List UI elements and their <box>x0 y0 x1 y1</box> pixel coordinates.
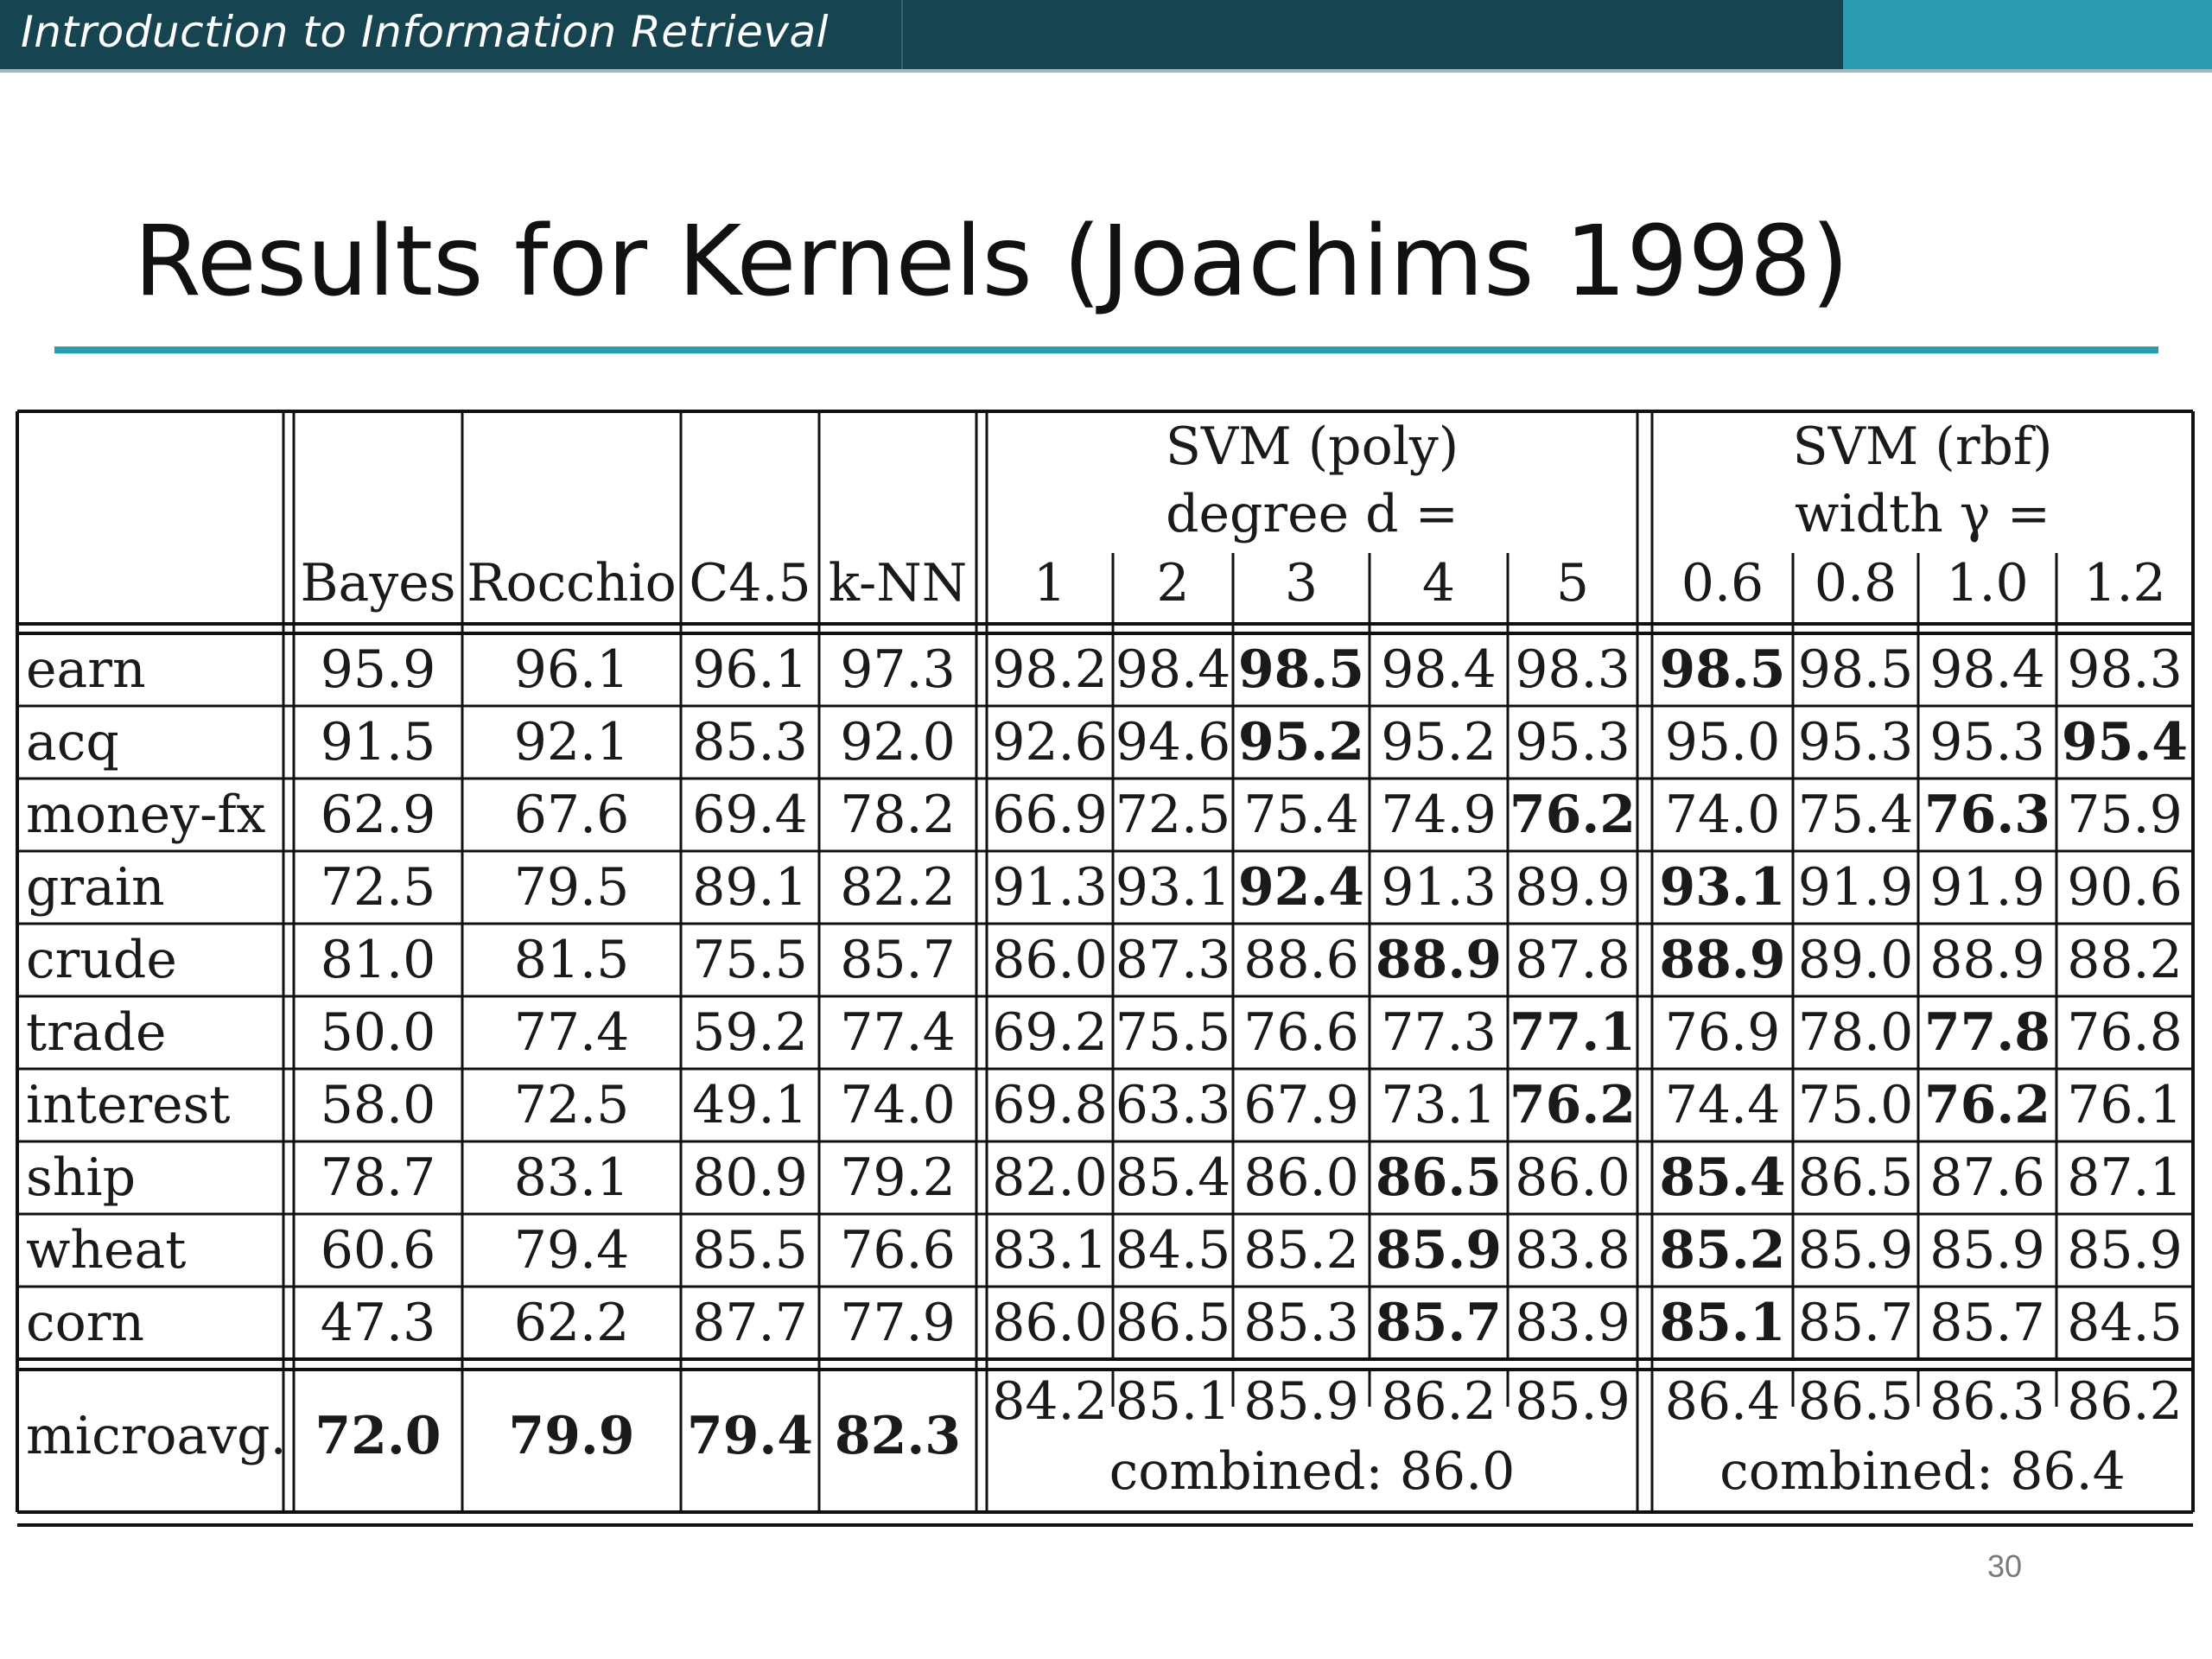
row-label: interest <box>26 1075 231 1135</box>
value-cell: 86.0 <box>992 1293 1108 1353</box>
column-header: 3 <box>1284 553 1319 613</box>
best-value-cell: 85.9 <box>1375 1220 1503 1281</box>
value-cell: 82.2 <box>840 857 956 918</box>
value-cell: 47.3 <box>320 1293 436 1353</box>
microavg-value: 82.3 <box>834 1406 962 1466</box>
value-cell: 63.3 <box>1115 1075 1231 1135</box>
value-cell: 98.2 <box>992 639 1108 700</box>
value-cell: 69.2 <box>992 1002 1108 1063</box>
value-cell: 72.5 <box>1115 785 1231 845</box>
svm-poly-subheader: degree d = <box>1166 484 1459 544</box>
value-cell: 81.0 <box>320 930 436 990</box>
best-value-cell: 85.7 <box>1375 1293 1503 1353</box>
best-value-cell: 85.1 <box>1659 1293 1786 1353</box>
value-cell: 83.1 <box>992 1220 1108 1281</box>
value-cell: 59.2 <box>692 1002 808 1063</box>
value-cell: 76.8 <box>2067 1002 2183 1063</box>
slide-title: Results for Kernels (Joachims 1998) <box>134 206 1849 318</box>
microavg-label: microavg. <box>26 1406 287 1466</box>
value-cell: 77.4 <box>513 1002 630 1063</box>
value-cell: 86.0 <box>992 930 1108 990</box>
value-cell: 78.2 <box>840 785 956 845</box>
value-cell: 74.0 <box>840 1075 956 1135</box>
microavg-value: 86.4 <box>1664 1371 1781 1432</box>
value-cell: 79.5 <box>513 857 630 918</box>
column-header: 4 <box>1421 553 1456 613</box>
value-cell: 85.4 <box>1115 1147 1231 1208</box>
row-label: acq <box>26 712 119 772</box>
value-cell: 91.5 <box>320 712 436 772</box>
value-cell: 67.6 <box>513 785 630 845</box>
value-cell: 91.3 <box>992 857 1108 918</box>
value-cell: 85.7 <box>1797 1293 1914 1353</box>
column-header: 5 <box>1555 553 1590 613</box>
value-cell: 88.9 <box>1929 930 2045 990</box>
column-header: 2 <box>1156 553 1190 613</box>
microavg-value: 86.5 <box>1797 1371 1914 1432</box>
value-cell: 69.8 <box>992 1075 1108 1135</box>
value-cell: 98.3 <box>1515 639 1630 700</box>
value-cell: 85.9 <box>2067 1220 2183 1281</box>
value-cell: 77.9 <box>840 1293 956 1353</box>
value-cell: 87.6 <box>1929 1147 2045 1208</box>
column-header: 0.8 <box>1814 553 1897 613</box>
value-cell: 97.3 <box>840 639 956 700</box>
value-cell: 78.7 <box>320 1147 436 1208</box>
value-cell: 74.9 <box>1381 785 1497 845</box>
value-cell: 69.4 <box>692 785 808 845</box>
column-header: 0.6 <box>1681 553 1764 613</box>
value-cell: 75.5 <box>1115 1002 1231 1063</box>
column-header: k-NN <box>828 553 968 613</box>
value-cell: 87.7 <box>692 1293 808 1353</box>
value-cell: 75.4 <box>1243 785 1359 845</box>
value-cell: 85.2 <box>1243 1220 1359 1281</box>
value-cell: 75.9 <box>2067 785 2183 845</box>
value-cell: 96.1 <box>692 639 808 700</box>
row-label: earn <box>26 639 146 700</box>
value-cell: 90.6 <box>2067 857 2183 918</box>
value-cell: 62.9 <box>320 785 436 845</box>
microavg-value: 72.0 <box>315 1406 442 1466</box>
value-cell: 58.0 <box>320 1075 436 1135</box>
value-cell: 87.3 <box>1115 930 1231 990</box>
best-value-cell: 98.5 <box>1659 639 1786 700</box>
row-label: corn <box>26 1293 145 1353</box>
value-cell: 76.9 <box>1664 1002 1781 1063</box>
value-cell: 92.1 <box>513 712 630 772</box>
value-cell: 89.0 <box>1797 930 1914 990</box>
value-cell: 72.5 <box>320 857 436 918</box>
best-value-cell: 76.2 <box>1923 1075 2051 1135</box>
poly-combined: combined: 86.0 <box>1109 1441 1516 1502</box>
microavg-value: 85.1 <box>1115 1371 1231 1432</box>
best-value-cell: 77.8 <box>1923 1002 2051 1063</box>
svm-rbf-subheader: width γ = <box>1795 484 2050 544</box>
best-value-cell: 86.5 <box>1375 1147 1503 1208</box>
microavg-value: 86.2 <box>2067 1371 2183 1432</box>
best-value-cell: 76.3 <box>1923 785 2051 845</box>
microavg-value: 79.4 <box>686 1406 814 1466</box>
row-label: crude <box>26 930 177 990</box>
microavg-value: 86.2 <box>1381 1371 1497 1432</box>
value-cell: 82.0 <box>992 1147 1108 1208</box>
value-cell: 95.3 <box>1515 712 1630 772</box>
value-cell: 98.3 <box>2067 639 2183 700</box>
best-value-cell: 92.4 <box>1237 857 1365 918</box>
value-cell: 76.1 <box>2067 1075 2183 1135</box>
row-label: ship <box>26 1147 137 1208</box>
value-cell: 91.3 <box>1381 857 1497 918</box>
value-cell: 91.9 <box>1929 857 2045 918</box>
value-cell: 62.2 <box>513 1293 630 1353</box>
microavg-value: 86.3 <box>1929 1371 2045 1432</box>
value-cell: 83.9 <box>1515 1293 1630 1353</box>
microavg-value: 85.9 <box>1243 1371 1359 1432</box>
course-title: Introduction to Information Retrieval <box>21 7 830 57</box>
value-cell: 50.0 <box>320 1002 436 1063</box>
value-cell: 83.8 <box>1515 1220 1630 1281</box>
value-cell: 98.5 <box>1797 639 1914 700</box>
value-cell: 67.9 <box>1243 1075 1359 1135</box>
value-cell: 49.1 <box>692 1075 808 1135</box>
value-cell: 86.5 <box>1797 1147 1914 1208</box>
value-cell: 85.3 <box>1243 1293 1359 1353</box>
value-cell: 77.3 <box>1381 1002 1497 1063</box>
value-cell: 85.9 <box>1797 1220 1914 1281</box>
best-value-cell: 93.1 <box>1659 857 1786 918</box>
page-number: 30 <box>1987 1548 2023 1584</box>
column-header: 1.2 <box>2083 553 2166 613</box>
microavg-value: 85.9 <box>1515 1371 1630 1432</box>
row-label: money-fx <box>26 785 266 845</box>
best-value-cell: 88.9 <box>1659 930 1786 990</box>
value-cell: 76.6 <box>840 1220 956 1281</box>
column-header: Rocchio <box>467 553 677 613</box>
best-value-cell: 88.9 <box>1375 930 1503 990</box>
svm-poly-header: SVM (poly) <box>1165 416 1459 477</box>
value-cell: 78.0 <box>1797 1002 1914 1063</box>
value-cell: 94.6 <box>1115 712 1231 772</box>
value-cell: 85.7 <box>1929 1293 2045 1353</box>
rbf-combined: combined: 86.4 <box>1719 1441 2126 1502</box>
value-cell: 87.1 <box>2067 1147 2183 1208</box>
value-cell: 75.4 <box>1797 785 1914 845</box>
row-label: trade <box>26 1002 167 1063</box>
microavg-value: 79.9 <box>508 1406 635 1466</box>
value-cell: 88.6 <box>1243 930 1359 990</box>
value-cell: 84.5 <box>1115 1220 1231 1281</box>
value-cell: 83.1 <box>513 1147 630 1208</box>
row-label: grain <box>26 857 165 918</box>
column-header: Bayes <box>300 553 456 613</box>
best-value-cell: 85.4 <box>1659 1147 1786 1208</box>
value-cell: 92.6 <box>992 712 1108 772</box>
best-value-cell: 95.4 <box>2061 712 2189 772</box>
value-cell: 75.5 <box>692 930 808 990</box>
value-cell: 89.9 <box>1515 857 1630 918</box>
value-cell: 89.1 <box>692 857 808 918</box>
column-header: 1.0 <box>1946 553 2029 613</box>
value-cell: 66.9 <box>992 785 1108 845</box>
value-cell: 80.9 <box>692 1147 808 1208</box>
value-cell: 84.5 <box>2067 1293 2183 1353</box>
column-header: 1 <box>1033 553 1067 613</box>
value-cell: 86.0 <box>1243 1147 1359 1208</box>
value-cell: 73.1 <box>1381 1075 1497 1135</box>
value-cell: 86.0 <box>1515 1147 1630 1208</box>
value-cell: 79.2 <box>840 1147 956 1208</box>
svm-rbf-header: SVM (rbf) <box>1792 416 2053 477</box>
value-cell: 79.4 <box>513 1220 630 1281</box>
column-header: C4.5 <box>689 553 811 613</box>
value-cell: 85.3 <box>692 712 808 772</box>
value-cell: 87.8 <box>1515 930 1630 990</box>
value-cell: 75.0 <box>1797 1075 1914 1135</box>
value-cell: 81.5 <box>513 930 630 990</box>
value-cell: 85.9 <box>1929 1220 2045 1281</box>
value-cell: 98.4 <box>1381 639 1497 700</box>
value-cell: 74.0 <box>1664 785 1781 845</box>
value-cell: 85.5 <box>692 1220 808 1281</box>
value-cell: 95.9 <box>320 639 436 700</box>
value-cell: 95.2 <box>1381 712 1497 772</box>
value-cell: 76.6 <box>1243 1002 1359 1063</box>
value-cell: 91.9 <box>1797 857 1914 918</box>
value-cell: 88.2 <box>2067 930 2183 990</box>
value-cell: 98.4 <box>1115 639 1231 700</box>
value-cell: 93.1 <box>1115 857 1231 918</box>
value-cell: 60.6 <box>320 1220 436 1281</box>
value-cell: 96.1 <box>513 639 630 700</box>
best-value-cell: 95.2 <box>1237 712 1365 772</box>
value-cell: 95.3 <box>1929 712 2045 772</box>
best-value-cell: 76.2 <box>1509 1075 1637 1135</box>
value-cell: 77.4 <box>840 1002 956 1063</box>
best-value-cell: 76.2 <box>1509 785 1637 845</box>
microavg-value: 84.2 <box>992 1371 1108 1432</box>
best-value-cell: 98.5 <box>1237 639 1365 700</box>
value-cell: 92.0 <box>840 712 956 772</box>
value-cell: 98.4 <box>1929 639 2045 700</box>
value-cell: 86.5 <box>1115 1293 1231 1353</box>
row-label: wheat <box>26 1220 187 1281</box>
value-cell: 74.4 <box>1664 1075 1781 1135</box>
best-value-cell: 85.2 <box>1659 1220 1786 1281</box>
value-cell: 95.0 <box>1664 712 1781 772</box>
value-cell: 85.7 <box>840 930 956 990</box>
value-cell: 95.3 <box>1797 712 1914 772</box>
best-value-cell: 77.1 <box>1509 1002 1637 1063</box>
value-cell: 72.5 <box>513 1075 630 1135</box>
